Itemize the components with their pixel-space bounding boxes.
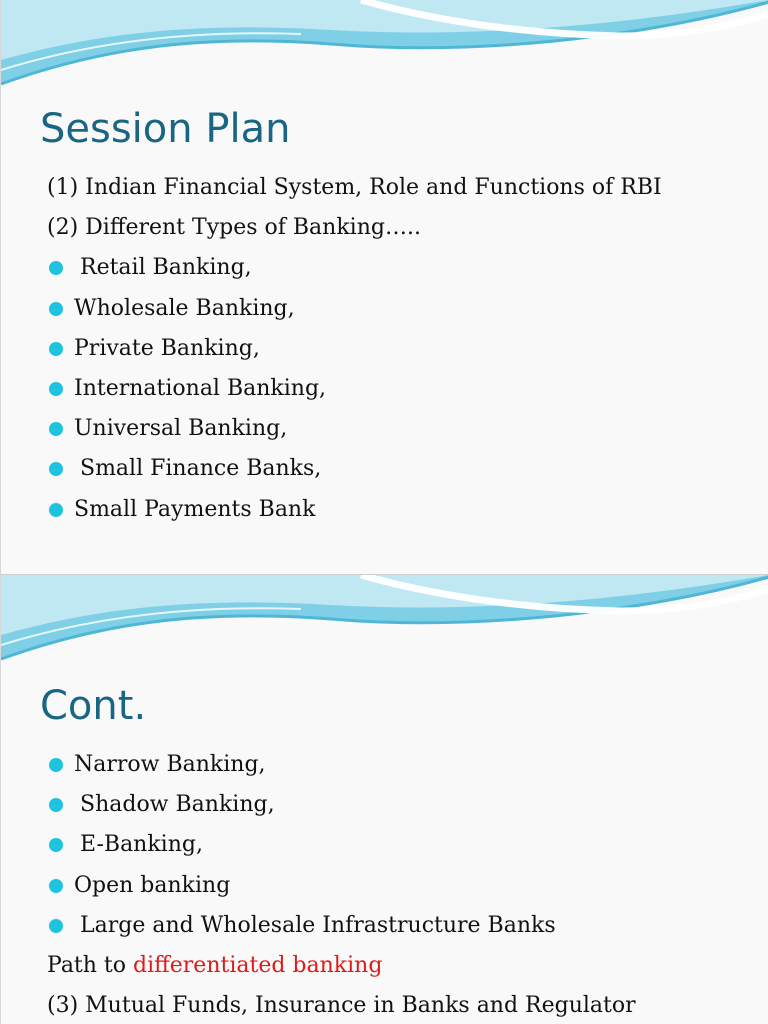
slide-title: Session Plan [40, 106, 291, 152]
list-item: Narrow Banking, [47, 745, 636, 785]
path-prefix: Path to [47, 952, 134, 978]
bullet-dot-icon [49, 302, 63, 316]
bullet-dot-icon [49, 422, 63, 436]
list-item: Wholesale Banking, [47, 289, 662, 329]
slide-cont [0, 574, 768, 1024]
list-item: Private Banking, [47, 329, 662, 369]
list-item: Small Payments Bank [47, 490, 662, 530]
bullet-dot-icon [49, 758, 63, 772]
plan-item-2: (2) Different Types of Banking….. [47, 215, 421, 241]
wave-header-decoration [1, 575, 768, 667]
plan-item-3: (3) Mutual Funds, Insurance in Banks and Regulator [47, 993, 636, 1019]
bullet-dot-icon [49, 919, 63, 933]
list-item: Shadow Banking, [47, 785, 636, 825]
list-item: E-Banking, [47, 825, 636, 865]
bullet-dot-icon [49, 342, 63, 356]
path-line [47, 946, 636, 986]
plan-item-1: (1) Indian Financial System, Role and Functions of RBI [47, 175, 662, 200]
bullet-dot-icon [49, 382, 63, 396]
session-plan-list [47, 168, 662, 530]
list-item: Small Finance Banks, [47, 449, 662, 489]
bullet-dot-icon [49, 879, 63, 893]
list-item: International Banking, [47, 369, 662, 409]
list-item: Large and Wholesale Infrastructure Banks [47, 906, 636, 946]
slide-title: Cont. [40, 683, 147, 729]
bullet-dot-icon [49, 261, 63, 275]
list-item: Universal Banking, [47, 409, 662, 449]
wave-header-decoration [1, 0, 768, 92]
bullet-dot-icon [49, 462, 63, 476]
bullet-dot-icon [49, 503, 63, 517]
cont-list [47, 745, 636, 1024]
bullet-dot-icon [49, 798, 63, 812]
list-item: Retail Banking, [47, 248, 662, 288]
path-highlight: differentiated banking [133, 952, 383, 978]
bullet-dot-icon [49, 838, 63, 852]
list-item: Open banking [47, 866, 636, 906]
